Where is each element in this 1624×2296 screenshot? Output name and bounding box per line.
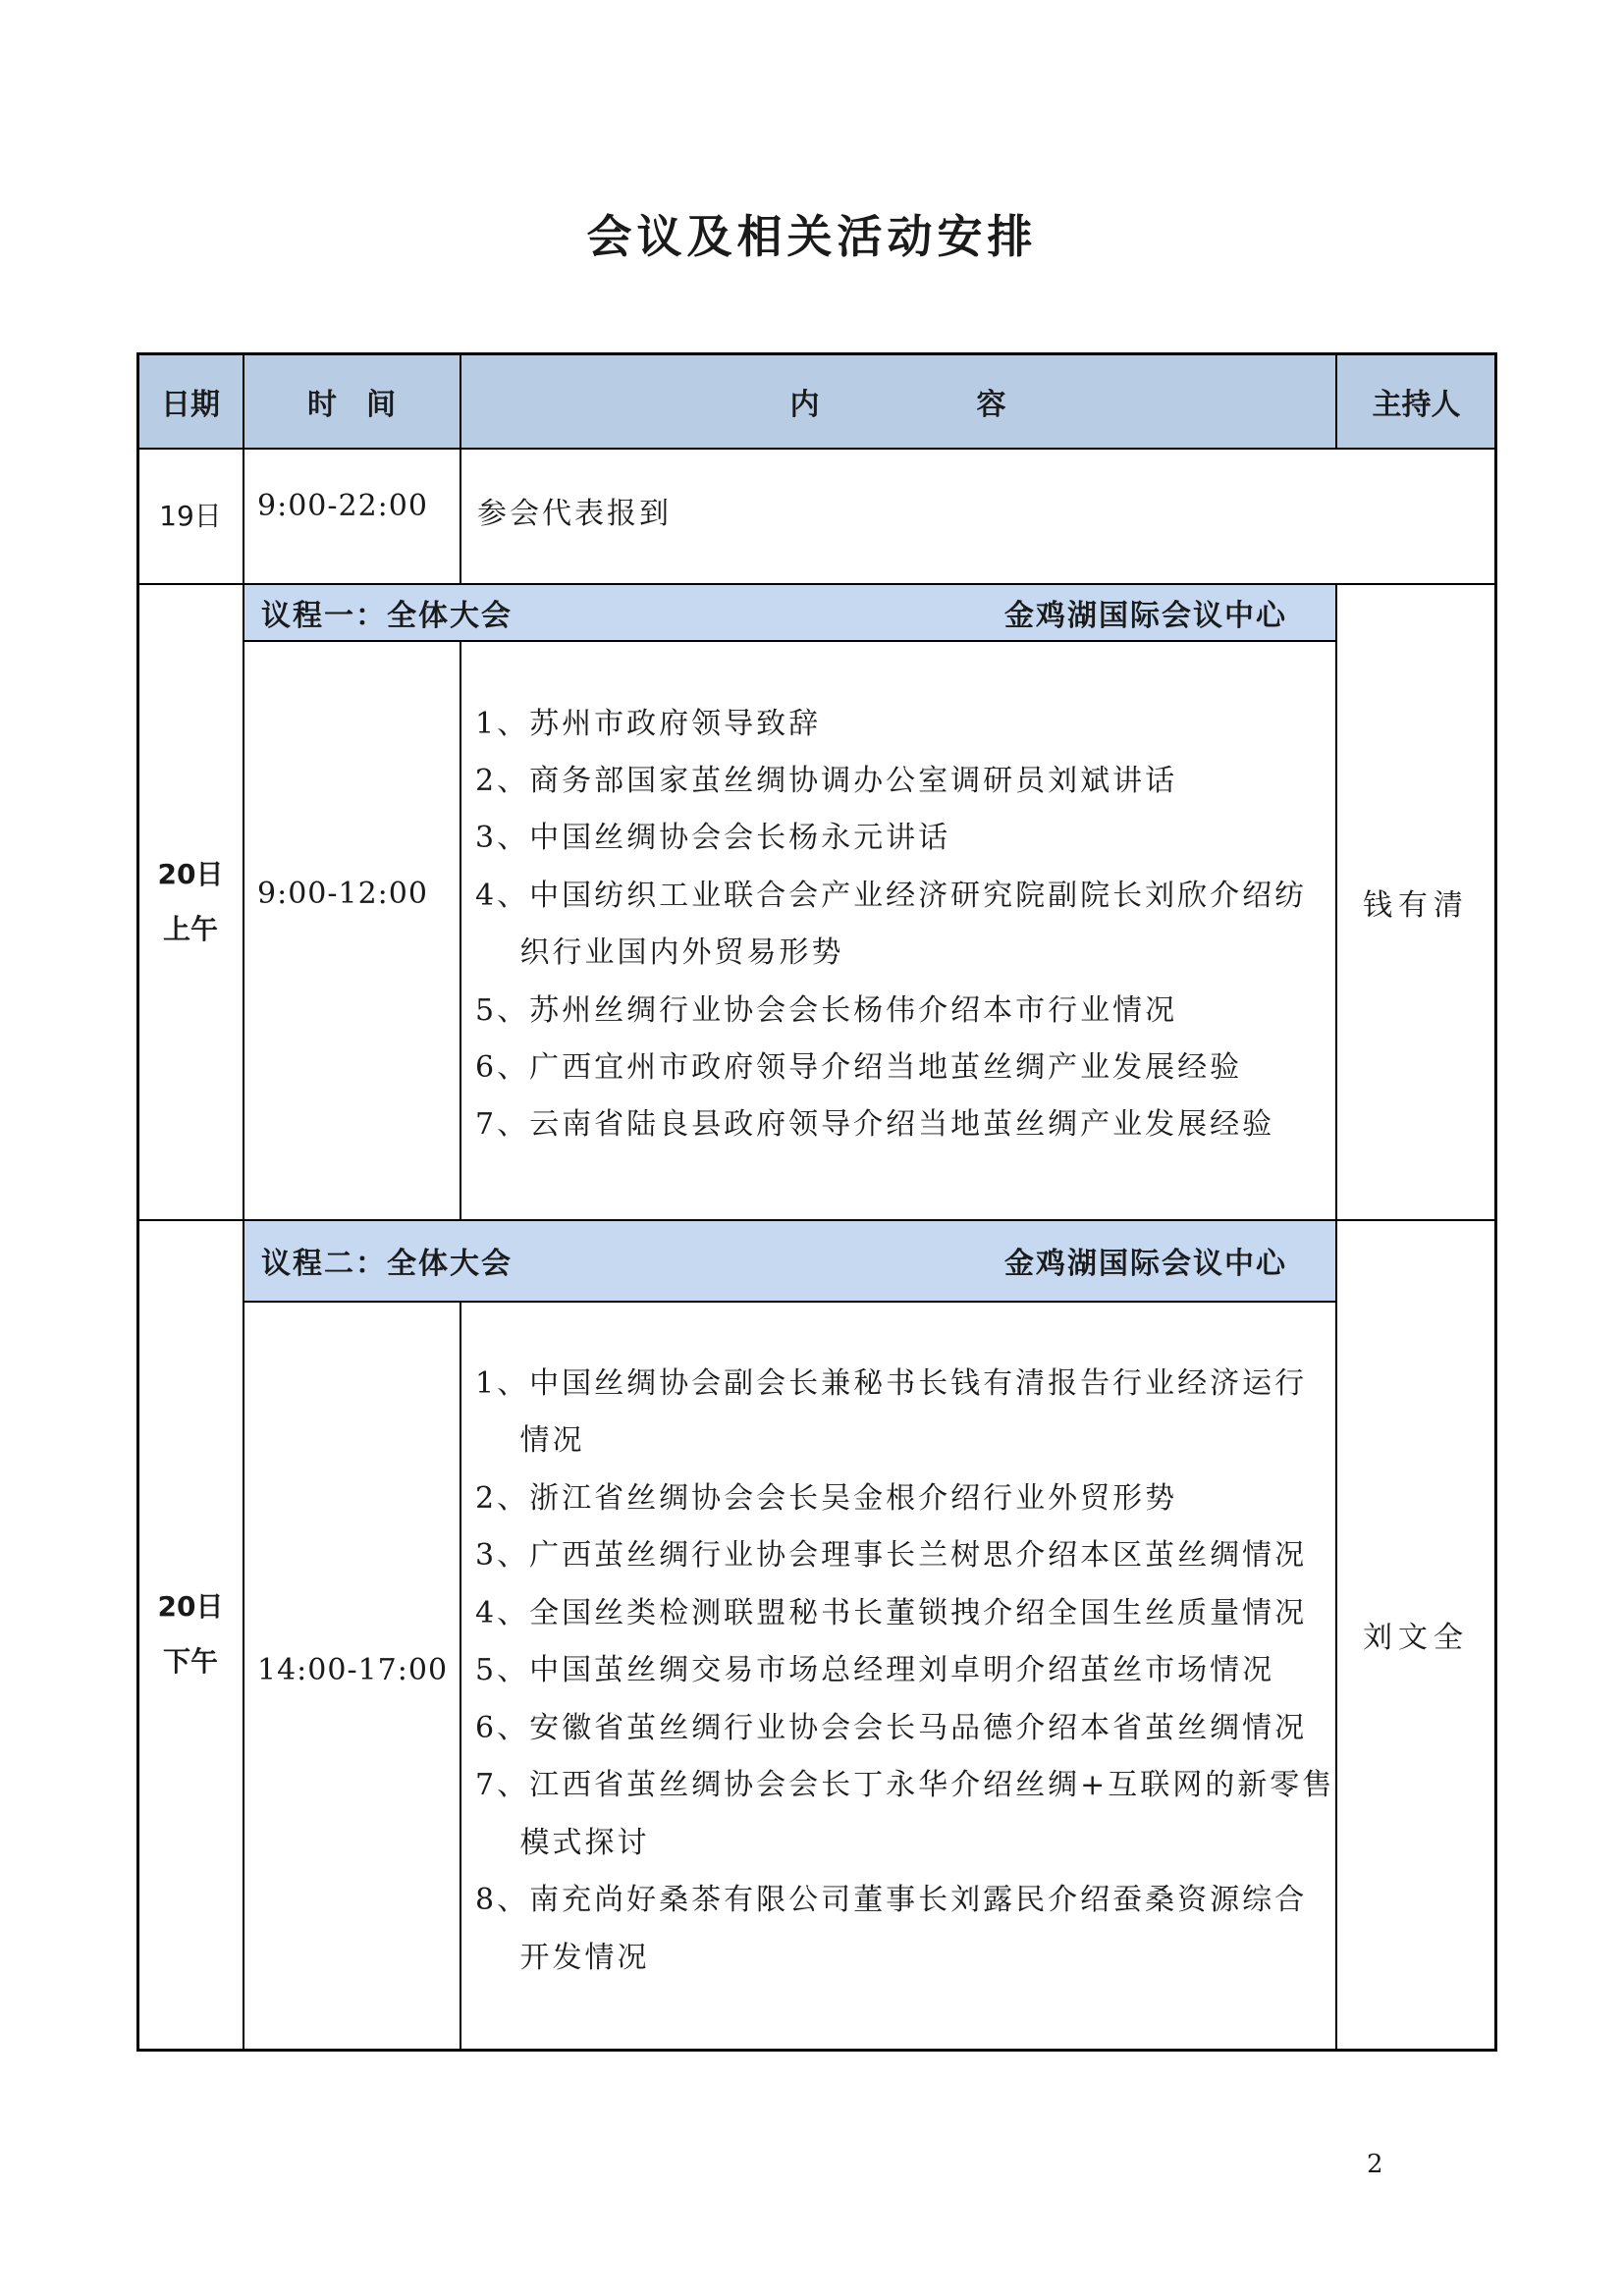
list-item: 2、商务部国家茧丝绸协调办公室调研员刘斌讲话: [475, 764, 1178, 798]
header-time: 时 间: [244, 353, 460, 449]
table-rule: [136, 448, 1497, 450]
list-item: 7、江西省茧丝绸协会会长丁永华介绍丝绸+互联网的新零售: [475, 1768, 1335, 1802]
session1-date: [137, 585, 244, 1219]
row19-time: 9:00-22:00: [257, 489, 428, 523]
list-item: 4、全国丝类检测联盟秘书长董锁拽介绍全国生丝质量情况: [475, 1596, 1308, 1630]
list-item: 3、广西茧丝绸行业协会理事长兰树思介绍本区茧丝绸情况: [475, 1538, 1308, 1573]
header-host: 主持人: [1336, 353, 1496, 449]
session1-agenda-title: 议程一：全体大会: [261, 599, 513, 633]
table-border-bottom: [136, 2049, 1497, 2052]
list-item: 织行业国内外贸易形势: [475, 935, 844, 970]
session1-agenda-bar: [244, 584, 1336, 641]
list-item: 开发情况: [475, 1941, 650, 1975]
list-item: 7、云南省陆良县政府领导介绍当地茧丝绸产业发展经验: [475, 1107, 1275, 1142]
session2-venue: 金鸡湖国际会议中心: [1004, 1247, 1287, 1281]
list-item: 8、南充尚好桑茶有限公司董事长刘露民介绍蚕桑资源综合: [475, 1883, 1308, 1917]
list-item: 2、浙江省丝绸协会会长吴金根介绍行业外贸形势: [475, 1481, 1178, 1516]
session2-agenda-title: 议程二：全体大会: [261, 1247, 513, 1281]
table-divider: [460, 640, 461, 1220]
header-content: [460, 353, 1336, 449]
list-item: 1、苏州市政府领导致辞: [475, 707, 822, 741]
row19-date: [137, 449, 244, 583]
table-border-right: [1494, 352, 1497, 2052]
session1-date-period: 上午: [162, 913, 218, 945]
session2-time: 14:00-17:00: [257, 1653, 449, 1687]
header-content-part1: 内: [789, 387, 820, 422]
table-rule: [244, 640, 1336, 642]
session1-date-day: 20日: [157, 858, 224, 890]
table-rule: [136, 1219, 1497, 1221]
list-item: 5、中国茧丝绸交易市场总经理刘卓明介绍茧丝市场情况: [475, 1653, 1275, 1687]
header-date: 日期: [137, 353, 244, 449]
session2-host: 刘文全: [1363, 1621, 1469, 1655]
row19-date-text: 19日: [159, 499, 222, 532]
session1-items: [475, 699, 1329, 1150]
table-divider: [1335, 352, 1337, 449]
page-title: 会议及相关活动安排: [586, 210, 1038, 263]
session2-items: [475, 1359, 1335, 1987]
list-item: 4、中国纺织工业联合会产业经济研究院副院长刘欣介绍纺: [475, 879, 1308, 913]
table-rule: [244, 1301, 1336, 1303]
session1-host: 钱有清: [1363, 888, 1469, 923]
session2-date-period: 下午: [162, 1645, 218, 1678]
page-number: 2: [1367, 2150, 1383, 2179]
table-divider: [460, 352, 461, 584]
row19-content: 参会代表报到: [477, 497, 672, 531]
table-border-top: [136, 352, 1497, 355]
table-divider: [460, 1301, 461, 2052]
list-item: 情况: [475, 1423, 585, 1458]
table-rule: [136, 583, 1497, 585]
list-item: 6、安徽省茧丝绸行业协会会长马品德介绍本省茧丝绸情况: [475, 1711, 1308, 1745]
session2-date-day: 20日: [157, 1590, 224, 1623]
list-item: 6、广西宜州市政府领导介绍当地茧丝绸产业发展经验: [475, 1050, 1243, 1085]
list-item: 1、中国丝绸协会副会长兼秘书长钱有清报告行业经济运行: [475, 1366, 1308, 1401]
session2-agenda-bar: [244, 1219, 1336, 1302]
session1-venue: 金鸡湖国际会议中心: [1004, 599, 1287, 633]
list-item: 模式探讨: [475, 1826, 650, 1860]
header-content-part2: 容: [976, 387, 1006, 422]
session2-date: [137, 1220, 244, 2049]
list-item: 5、苏州丝绸行业协会会长杨伟介绍本市行业情况: [475, 993, 1178, 1028]
session1-time: 9:00-12:00: [257, 877, 428, 911]
list-item: 3、中国丝绸协会会长杨永元讲话: [475, 821, 951, 855]
